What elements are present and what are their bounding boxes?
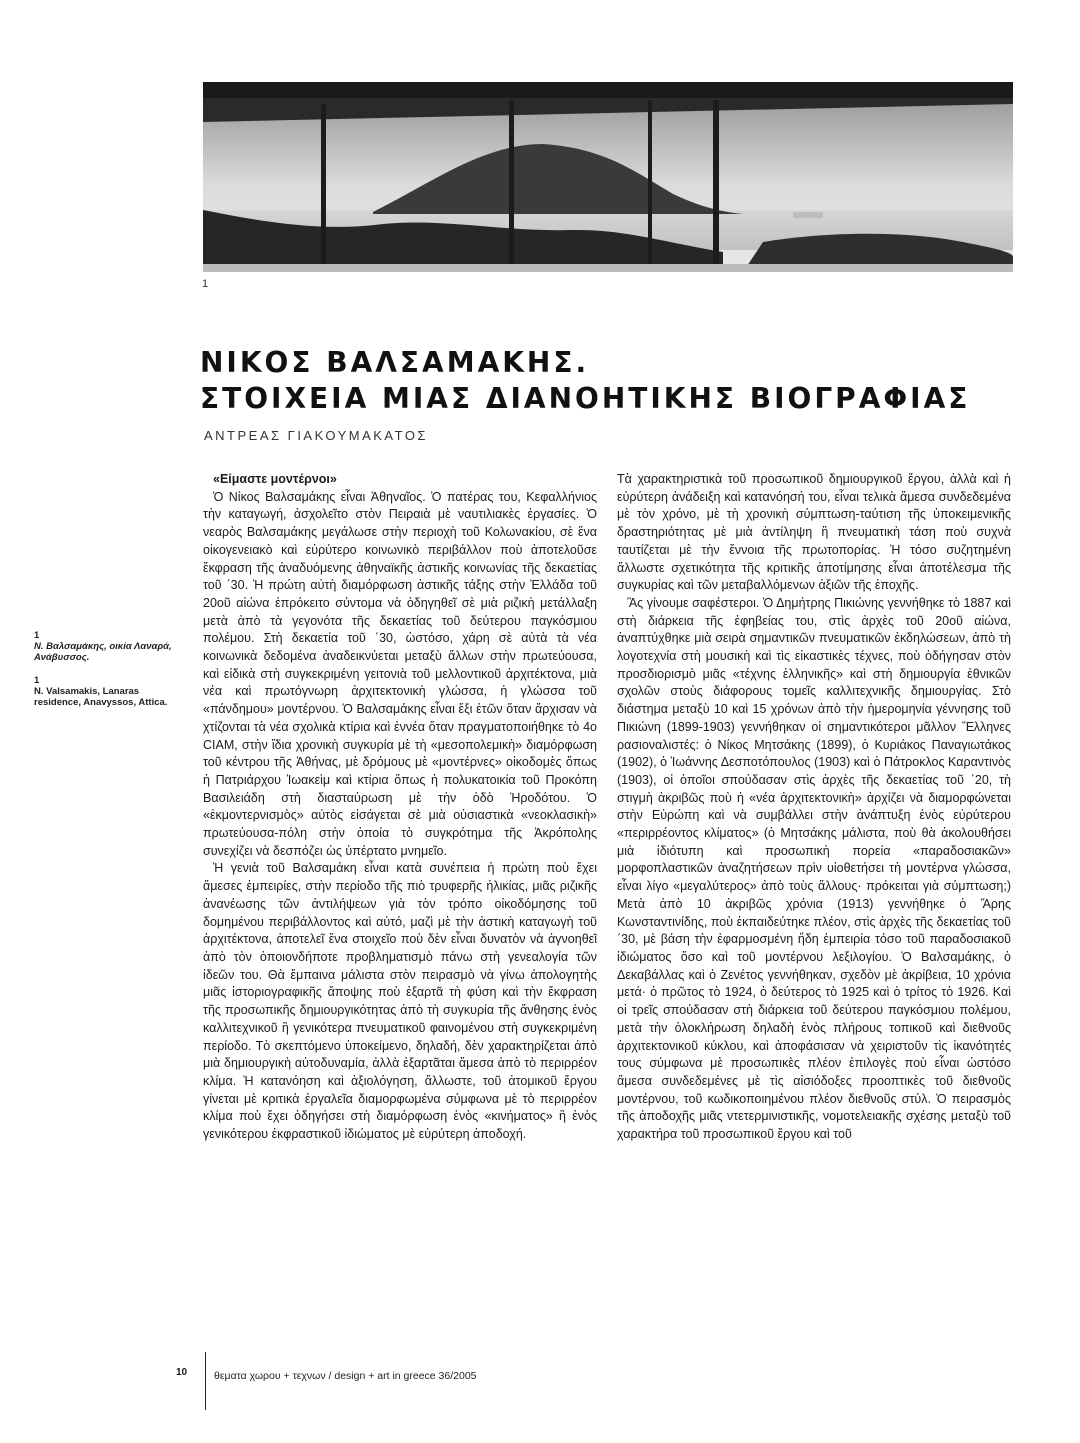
journal-footer: θεματα χωρου + τεχνων / design + art in greece 36/2005 [214,1370,477,1382]
paragraph: Τὰ χαρακτηριστικὰ τοῦ προσωπικοῦ δημιουργικοῦ ἔργου, ἀλλὰ καὶ ἡ εὐρύτερη ἀνάδειξη καὶ κατανόησή του, εἶναι τελικὰ ἄμεσα συνδεδεμένα μὲ τὸν χρόνο, μὲ τὴ χρονικὴ σύμπτωση-ταύτιση τῆς ὑποκειμενικῆς δραστηριότητας μὲ μιὰ ἀντίληψη ἢ πνευματικὴ τάση ποὺ συχνὰ ταυτίζεται μὲ τὴν ἔννοια τῆς πρωτοπορίας. Ἡ τόσο συζητημένη ἄλλωστε σχετικότητα τῆς κριτικῆς ἀποτίμησης εἶναι ἀποτέλεσμα τῆς συγκυρίας καὶ τῶν μεταβαλλόμενων ἀξιῶν τῆς ἐποχῆς. [617,472,1011,593]
author-name: ΑΝΤΡΕΑΣ ΓΙΑΚΟΥΜΑΚΑΤΟΣ [204,428,428,443]
caption-english-block [34,675,184,708]
caption-english: N. Valsamakis, Lanaras residence, Anavyssos, Attica. [34,686,168,708]
caption-greek-block [34,630,184,663]
page-number: 10 [176,1367,188,1378]
caption-greek: Ν. Βαλσαμάκης, οικία Λαναρά, Ανάβυσσος. [34,641,172,663]
figure-captions [34,630,184,720]
footer-divider [205,1352,206,1410]
paragraph: Ὁ Νίκος Βαλσαμάκης εἶναι Ἀθηναῖος. Ὁ πατέρας του, Κεφαλλήνιος τὴν καταγωγή, ἀσχολεῖτο στὸν Πειραιὰ μὲ ναυτιλιακὲς ἐργασίες. Ὁ νεαρὸς Βαλσαμάκης μεγάλωσε στὴν περιοχὴ τοῦ Κολωνακίου, σὲ ἕνα οἰκογενειακὸ καὶ εὐρύτερο κοινωνικὸ περιβάλλον ποὺ ἀποτελοῦσε ἔκφραση τῆς ἀναδυόμενης ἀθηναϊκῆς ἀστικῆς κοινωνίας τῆς δεκαετίας τοῦ ΄30. Ἡ πρώτη αὐτὴ διαμόρφωση ἀστικῆς τάξης στὴν Ἑλλάδα τοῦ 20οῦ αἰώνα ἐπρόκειτο σύντομα νὰ ὁδηγηθεῖ σὲ μιὰ ριζικὴ μετάλλαξη μετὰ ἀπὸ τὰ γεγονότα τῆς δεκαετίας τοῦ δεύτερου παγκόσμιου πολέμου. Στὴ δεκαετία τοῦ ΄30, ὡστόσο, χάρη σὲ αὐτὰ τὰ νέα κοινωνικὰ δεδομένα ἀναδεικνύεται μεταξὺ ἄλλων στὴν πρωτεύουσα, καὶ εἰδικὰ στὴ συγκεκριμένη γειτονιὰ τοῦ μελλοντικοῦ ἀρχιτέκτονα, μιὰ νέα καὶ πρωτόγνωρη ἀρχιτεκτονικὴ γλώσσα, ἡ γλώσσα τοῦ «πάνδημου» μοντέρνου. Ὁ Βαλσαμάκης εἶναι ἕξι ἐτῶν ὅταν ἄρχισαν νὰ χτίζονται τὰ νέα σχολικὰ κτίρια καὶ ἐννέα ὅταν πραγματοποιήθηκε τὸ 4ο CIAM, στὴν ἴδια χρονικὴ συγκυρία μὲ τὴ «μεσοπολεμικὴ» διαμόρφωση τοῦ κέντρου τῆς Ἀθήνας, μὲ δρόμους μὲ «μοντέρνες» οἰκοδομὲς ὅπως ἡ Πατριάρχου Ἰωακεὶμ καὶ κτίρια ὅπως ἡ πολυκατοικία τοῦ Προκόπη Βασιλειάδη στὴ διασταύρωση μὲ τὴν ὁδὸ Ἡροδότου. Ὁ «ἐκμοντερνισμὸς» αὐτὸς εἰσάγεται σὲ μιὰ οὐσιαστικὰ «νεοκλασικὴ» πρωτεύουσα-πόλη στὴν ὁποία τὸ συγκρότημα τῆς Ἀκρόπολης συνεχίζει νὰ δεσπόζει ὡς ὑπέρτατο μνημεῖο. [203,489,597,858]
text-column-left [203,471,597,1211]
text-column-right [617,471,1011,1211]
title-line-1: ΝΙΚΟΣ ΒΑΛΣΑΜΑΚΗΣ. [200,346,590,379]
landscape-photo [203,82,1013,272]
caption-number-english: 1 [34,675,40,686]
hero-photo [203,82,1013,272]
article-title [200,345,1020,417]
paragraph: Ἡ γενιὰ τοῦ Βαλσαμάκη εἶναι κατὰ συνέπεια ἡ πρώτη ποὺ ἔχει ἄμεσες ἐμπειρίες, στὴν περίοδο τῆς πιὸ τρυφερῆς ἡλικίας, μιᾶς ριζικῆς ἀνανέωσης τῶν ἀντιλήψεων γιὰ τὸν τρόπο οἰκοδόμησης τοῦ δομημένου περιβάλλοντος καὶ αὐτό, μαζὶ μὲ τὴν ἀστικὴ καταγωγὴ τοῦ ἀρχιτέκτονα, ἀποτελεῖ ἕνα στοιχεῖο ποὺ δὲν εἶναι δυνατὸν νὰ ἀγνοηθεῖ ἀπὸ τὸν ὁποιονδήποτε προβληματισμὸ πάνω στὴ γενεαλογία τῶν ἰδεῶν του. Θὰ ἔμπαινα μάλιστα στὸν πειρασμὸ νὰ γίνω ἀπολογητὴς μιᾶς ἱστοριογραφικῆς ἄποψης ποὺ ἐξαρτᾶ τὴ φύση καὶ τὴν ἔκφραση τῆς προσωπικῆς δημιουργικότητας ἀπὸ τὴ συγκυρία τῆς ἄνθησης ἑνὸς καλλιτεχνικοῦ ἢ γενικότερα πνευματικοῦ φαινομένου στὴ συγκεκριμένη περίοδο. Τὸ σκεπτόμενο ὑποκείμενο, δηλαδή, δὲν χαρακτηρίζεται ἀπὸ μιὰ δημιουργικὴ αὐτοδυναμία, ἀλλὰ ἐξαρτᾶται ἄμεσα ἀπὸ τὸ περιρρέον κλίμα. Ἡ κατανόηση καὶ ἀξιολόγηση, ἄλλωστε, τοῦ ἀτομικοῦ ἔργου γίνεται μὲ κριτικὰ ἐργαλεῖα διαμορφωμένα σύμφωνα μὲ τὸ περιρρέον κλίμα ποὺ ἔχει ὁδηγήσει στὴ διαμόρφωση ἑνὸς «κινήματος» ἢ ἑνὸς γενικότερου ἐκφραστικοῦ ἰδιώματος μὲ εὐρύτερη ἀποδοχή. [203,861,597,1142]
paragraph: Ἂς γίνουμε σαφέστεροι. Ὁ Δημήτρης Πικιώνης γεννήθηκε τὸ 1887 καὶ στὴ διάρκεια τῆς ἐφηβείας του, στὶς ἀρχὲς τοῦ 20οῦ αἰώνα, ἀναπτύχθηκε μιὰ σειρὰ σημαντικῶν πνευματικῶν ἐκδηλώσεων, ἀπὸ τὴ λογοτεχνία στὴ μουσικὴ καὶ τὶς εἰκαστικὲς τέχνες, ποὺ ὁδήγησαν στὸν προσδιορισμὸ μιᾶς «τέχνης ἑλληνικῆς» καὶ στὴ δημιουργία ἐθνικῶν σχολῶν στοὺς διάφορους τομεῖς καλλιτεχνικῆς δημιουργίας. Στὸ διάστημα μεταξὺ 10 καὶ 15 χρόνων ἀπὸ τὴν ἡμερομηνία γέννησης τοῦ Πικιώνη (1899-1903) γεννήθηκαν οἱ σημαντικότεροι μᾶλλον Ἕλληνες ρασιοναλιστές: ὁ Νίκος Μητσάκης (1899), ὁ Κυριάκος Παναγιωτάκος (1902), ὁ Ἰωάννης Δεσποτόπουλος (1903) καὶ ὁ Πάτροκλος Καραντινὸς (1903), οἱ ὁποῖοι σπούδασαν στὶς ἀρχὲς τῆς δεκαετίας τοῦ ΄20, τὴ στιγμὴ ἀκριβῶς ποὺ ἡ «νέα ἀρχιτεκτονικὴ» ἀρχίζει νὰ διαμορφώνεται στὴν Εὐρώπη καὶ νὰ συμβάλλει στὴν ἀνάπτυξη ἑνὸς εὐρύτερου «περιρρέοντος κλίματος» (ὁ Μητσάκης μάλιστα, ποὺ θὰ ἀκολουθήσει μιὰ ἰδιότυπη καὶ προσωπικὴ πορεία «παραδοσιακῶν» μορφοπλαστικῶν ἀναζητήσεων πρὶν υἱοθετήσει τὴ μοντέρνα γλώσσα, εἶναι λίγο «μεγαλύτερος» ἀπὸ τοὺς ἄλλους· πρόκειται γιὰ σύμπτωση;) Μετὰ ἀπὸ 10 ἀκριβῶς χρόνια (1913) γεννήθηκε ὁ Ἄρης Κωνσταντινίδης, ποὺ ἐκπαιδεύτηκε πλέον, στὶς ἀρχὲς τῆς δεκαετίας τοῦ ΄30, μὲ βάση τὴν ἐφαρμοσμένη ἤδη ἐμπειρία τόσο τοῦ παραδοσιακοῦ ἰδιώματος ὅσο καὶ τοῦ μοντέρνου λεξιλογίου. Ὁ Βαλσαμάκης, ὁ Δεκαβάλλας καὶ ὁ Ζενέτος γεννήθηκαν, σχεδὸν μὲ ἀκρίβεια, 10 χρόνια μετά· ὁ πρῶτος τὸ 1924, ὁ δεύτερος τὸ 1925 καὶ ὁ τρίτος τὸ 1926. Καὶ οἱ τρεῖς σπούδασαν στὴ διάρκεια τοῦ δεύτερου παγκόσμιου πολέμου, μετὰ τὴν ὁλοκλήρωση δηλαδὴ ἑνὸς πλήρους τοπικοῦ καὶ διεθνοῦς ἀρχιτεκτονικοῦ κύκλου, καὶ ἀποφάσισαν νὰ χειριστοῦν τὶς ἱκανότητές τους σύμφωνα μὲ προσωπικὲς πλέον ἐπιλογὲς ποὺ εἶναι ὡστόσο ἄμεσα συνδεδεμένες μὲ τὶς αἰσιόδοξες προοπτικὲς τοῦ διεθνοῦς μοντέρνου, τοῦ κωδικοποιημένου πλέον διεθνοῦς στύλ. Ὁ πειρασμὸς τῆς ἀποδοχῆς μιᾶς ντετερμινιστικῆς, νομοτελειακῆς σχέσης μεταξὺ τοῦ χαρακτήρα τοῦ προσωπικοῦ ἔργου καὶ τοῦ [617,595,1011,1142]
title-line-2: ΣΤΟΙΧΕΙΑ ΜΙΑΣ ΔΙΑΝΟΗΤΙΚΗΣ ΒΙΟΓΡΑΦΙΑΣ [200,382,971,415]
section-subheading: «Είμαστε μοντέρνοι» [213,472,337,486]
caption-number-greek: 1 [34,630,40,641]
figure-number: 1 [202,278,209,290]
